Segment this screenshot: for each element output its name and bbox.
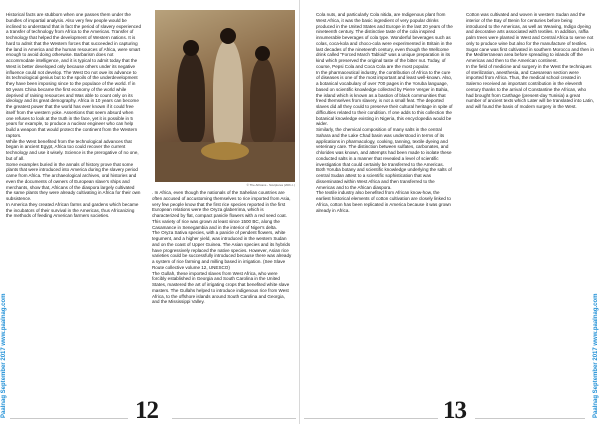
- footer-rule: [172, 418, 296, 419]
- photo-figure: [177, 52, 205, 142]
- photo-head: [183, 40, 199, 56]
- footer-rule: [475, 418, 585, 419]
- paragraph: . In Africa, even though the nationals of the Sahelian countries are often accused of accustoming themselves to rice imported from Asia, very few people know that the first rice species reported in the first European relations were the Oryza glaberrima, which is characterized by flat, compact panicle flowers with a red seed coat. This variety of rice was grown at least since 1500 BC, along the Casamance in Senegambia and in the interior of Niger's delta. The Oryza Sativa species, with a panicle of pendent flowers, white tegument, and a higher yield, was introduced in the western Sudan and on the coast of Upper Guinea. The Asian species and its hybrids have progressively replaced the native species. However, Asian rice varieties could be successfully introduced because there was already a system of rice farming and milling based in irrigation. (See Slave Route collective volume 12, UNESCO) The Gullah, these imported slaves from West Africa, who were forcibly established in Georgia and South Carolina in the United States, mastered the art of irrigating crops that benefited white slave masters. The Gullahs helped to introduce indigenous rice from West Africa, to the offshore islands around South Carolina and Georgia, and the Mississippi Valley.: [152, 190, 292, 305]
- photo-figure: [213, 40, 243, 148]
- photo-head: [255, 46, 270, 61]
- left-page: [0, 0, 300, 424]
- side-footer-left: Paalnag September 2017 www.paalnag.com: [1, 293, 7, 418]
- paragraph: Historical facts are stubborn when one passes them under the bundles of impartial analysis. Also very few people would be inclined to understand that in fact the period of slavery experienced a transfer of technology from Africa to the Americas. Transfer of technology that helped the development of Western nations. It is hard to admit that the Western forces that succeeded in capturing the land in America and the human resources of Africa, were smart enough to avoid doing otherwise. Barbarism does not accommodate intelligence, and it is typical to admit today that the West is better developed only because others under its negative influence could not develop. The West Do not owe its advance to its technological genius but to the spoils of the underdevelopment they have been imposing since to the populace of the world. If in 50 years China became the first economy of the world while deprived of raining resources and Was able to count only on its ideology and its great demography. Africa in 10 years can become the greatest power that the world has ever known if it could free itself from the western yoke. Assertions that seem absurd when one refuses to look at the truth in the face, yet it is possible in 5 years for example, to produce a nuclear engineer who can help build a weapon that would protect the continent from the Western raptors. While the West benefited from the technological advances that began in ancient Egypt, Africa too could recover the current technology and use it wisely. Science is the prerogative of no one, but of all. Some examples buried in the annals of history prove that some plants that were introduced into America during the slavery period came from Africa. The archaeological archives, oral histories and even the documents of owners of European slave's ships and merchants, show that, Africans of the diaspora largely cultivated the same plants they were already cultivating in Africa for their own subsistence. In America they created African farms and gardens which became the incubators of their survival in the Americas, thus Africanizing the methods of feeding American farmers societies.: [6, 12, 141, 219]
- photo-basket: [201, 142, 249, 160]
- left-column-2: [152, 190, 292, 372]
- right-page: [300, 0, 600, 424]
- side-footer-right: Paalnag September 2017 www.paalnag.com: [593, 293, 599, 418]
- right-column-2: [466, 12, 594, 212]
- paragraph: Cotton was cultivated and woven in western Sudan and the interior of the Bay of Benin for centuries before being introduced to the Americas, as well as Weaving, Indigo dyeing and decorative arts associated with textiles. In addition, raffia palm trees were planted in West and Central Africa to serve not only to produce wine but also for the manufacture of textiles. Sugar cane was first cultivated in southern Morocco and then in the Mediterranean area before spreading to islands off the Americas and then to the American continent. In the field of medicine and surgery in the West the techniques of sterilization, anesthesia, and Caesarean section were imported from Africa. Thus, the medical school created in Salerno received an important contribution in the eleventh century thanks to the arrival of Constantine the African, who had brought from Carthage (present-day Tunisia) a great number of ancient texts which Later will be translated into Latin, and will found the basis of modern surgery in the West.: [466, 12, 594, 109]
- footer-rule: [10, 418, 128, 419]
- photo-figure: [250, 58, 276, 142]
- right-column-1: [316, 12, 454, 372]
- page-number: 12: [135, 397, 158, 424]
- footer-rule: [304, 418, 438, 419]
- page-number: 13: [443, 397, 466, 424]
- photo-head: [220, 28, 236, 44]
- photo-caption: © The Africans - Sculptures (20th c.): [246, 183, 295, 187]
- left-column-1: [6, 12, 141, 372]
- paragraph: Cola nuts, and particularly Cola nitida, are Indigenous plant from West Africa, it was the basic ingredient of very popular drinks produced in the United States and Europe in the last 20 years of the nineteenth century. The distinctive taste of the cola inspired innumerable beverages of cola type. Wonderful beverages such as colas, coca-kola and choco-cola were experimented in Britain in the last decades of the nineteenth century, even though the Wellcome drink called "Forced March Tabloid" was a unique preparation in its kind which preserved the original taste of the bitter nut. Today, of course, Pepsi Cola and Coca Cola are the most popular. In the pharmaceutical industry, the contribution of Africa to the cure of diseases is one of the most important and least well-known. Also, a botanical vocabulary of over 700 pages in the Yoruba language, based on scientific knowledge collected by Pierre Verger in Bahia, the island which is known as a bastion of black communities that freed themselves from slavery, is not a small feat. The deported slaves did all they could to preserve their cultural heritage in spite of difficulties related to their condition. If one adds to this collection the botanical knowledge existing in Nigeria, this encyclopedia would be wider. Similarly, the chemical composition of many salts in the central Sahara and the Lake Chad basin was understood in terms of its applications in pharmacology, cooking, tanning, textile dyeing and veterinary care. The distinction between sulfates, carbonates, and chlorides was known, and attempts had been made to isolate these conducted salts in a manner that revealed a level of scientific investigation that could certainly be transferred to the Americas. Both Yoruba botany and scientific knowledge underlying the salts of central Sudan attest to a scientific sophistication that was disseminated within West Africa and then transferred to the Americas and to the African diaspora. The textile industry also benefited from African know-how, the earliest historical elements of cotton cultivation are closely linked to Africa, cotton has been replicated in America because it was grown already in Africa.: [316, 12, 453, 213]
- sculpture-photo: [155, 10, 295, 182]
